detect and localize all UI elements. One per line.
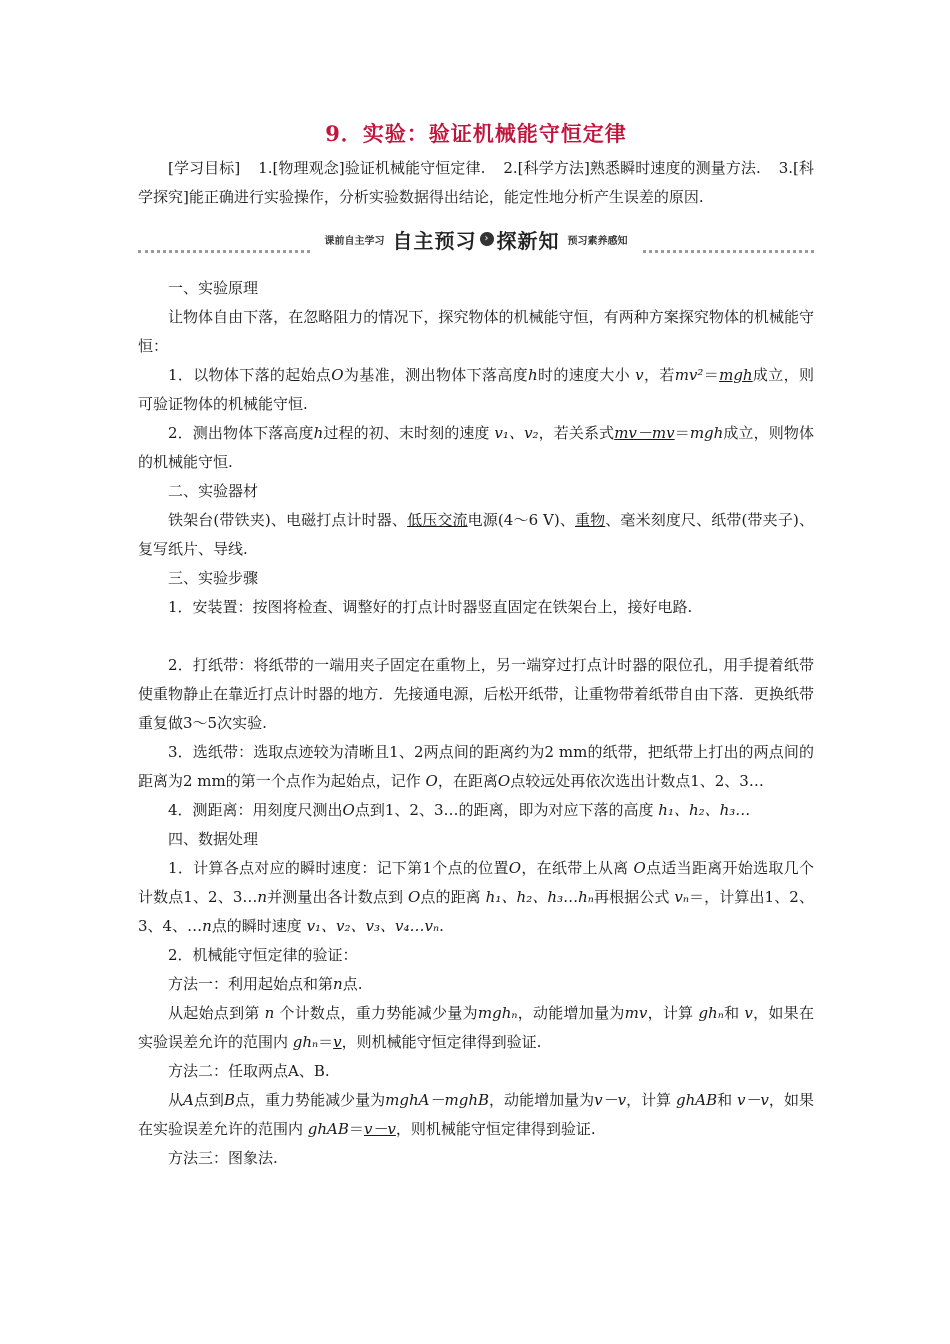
paragraph: 3．选纸带：选取点迹较为清晰且1、2两点间的距离约为2 mm的纸带，把纸带上打出的两点间的距离为2 mm的第一个点作为起始点，记作 O，在距离O点较远处再依次选出计数点1、2、3… — [138, 743, 814, 790]
section-heading: 二、实验器材 — [168, 482, 259, 500]
paragraph: 方法三：图象法. — [168, 1149, 278, 1167]
paragraph: 让物体自由下落，在忽略阻力的情况下，探究物体的机械能守恒，有两种方案探究物体的机械能守恒： — [138, 308, 814, 355]
paragraph: 2．打纸带：将纸带的一端用夹子固定在重物上，另一端穿过打点计时器的限位孔，用手提着纸带使重物静止在靠近打点计时器的地方．先接通电源，后松开纸带，让重物带着纸带自由下落．更换纸带重复做3～5次实验. — [138, 656, 814, 732]
paragraph: 铁架台(带铁夹)、电磁打点计时器、低压交流电源(4～6 V)、重物、毫米刻度尺、纸带(带夹子)、复写纸片、导线. — [138, 511, 814, 558]
paragraph: 方法一：利用起始点和第n点. — [168, 975, 363, 993]
goal-item: 3.[科学探究]能正确进行实验操作，分析实验数据得出结论，能定性地分析产生误差的原因. — [138, 159, 814, 206]
section-heading: 四、数据处理 — [168, 830, 259, 848]
paragraph: 4．测距离：用刻度尺测出O点到1、2、3…的距离，即为对应下落的高度 h₁、h₂、h₃… — [168, 801, 751, 819]
banner-right-text: 预习素养感知 — [567, 235, 628, 247]
goal-item: 2.[科学方法]熟悉瞬时速度的测量方法. — [503, 159, 761, 177]
learning-goals — [138, 154, 814, 212]
goal-item: 1.[物理观念]验证机械能守恒定律. — [258, 159, 486, 177]
paragraph: 2．机械能守恒定律的验证： — [168, 946, 358, 964]
section-heading: 一、实验原理 — [168, 279, 259, 297]
goals-label: [学习目标] — [168, 159, 241, 177]
banner-left-text: 课前自主学习 — [324, 235, 385, 247]
paragraph: 从A点到B点，重力势能减少量为mghA－mghB，动能增加量为v－v，计算 ghAB和 v－v，如果在实验误差允许的范围内 ghAB＝v－v，则机械能守恒定律得到验证. — [138, 1091, 814, 1138]
paragraph: 1．以物体下落的起始点O为基准，测出物体下落高度h时的速度大小 v，若mv²＝mgh成立，则可验证物体的机械能守恒. — [138, 366, 814, 413]
banner-title-1: 自主预习 — [392, 228, 477, 253]
paragraph: 2．测出物体下落高度h过程的初、末时刻的速度 v₁、v₂，若关系式mv－mv＝mgh成立，则物体的机械能守恒. — [138, 424, 814, 471]
section-banner — [138, 222, 814, 256]
section-heading: 三、实验步骤 — [168, 569, 259, 587]
paragraph: 从起始点到第 n 个计数点，重力势能减少量为mghₙ，动能增加量为mv，计算 ghₙ和 v，如果在实验误差允许的范围内 ghₙ＝v，则机械能守恒定律得到验证. — [138, 1004, 814, 1051]
paragraph: 方法二：任取两点A、B. — [168, 1062, 330, 1080]
banner-title-2: 探新知 — [496, 228, 560, 253]
paragraph: 1．安装置：按图将检查、调整好的打点计时器竖直固定在铁架台上，接好电路. — [168, 598, 693, 616]
paragraph: 1．计算各点对应的瞬时速度：记下第1个点的位置O，在纸带上从离 O点适当距离开始选取几个计数点1、2、3…n并测量出各计数点到 O点的距离 h₁、h₂、h₃…hₙ再根据公式 vₙ＝，计算出1、2、3、4、…n点的瞬时速度 v₁、v₂、v₃、v₄…vₙ. — [138, 859, 814, 935]
document-page — [138, 118, 814, 1173]
document-body — [138, 274, 814, 1173]
page-title: 9．实验：验证机械能守恒定律 — [325, 121, 627, 146]
arrow-right-icon: › — [480, 232, 494, 246]
